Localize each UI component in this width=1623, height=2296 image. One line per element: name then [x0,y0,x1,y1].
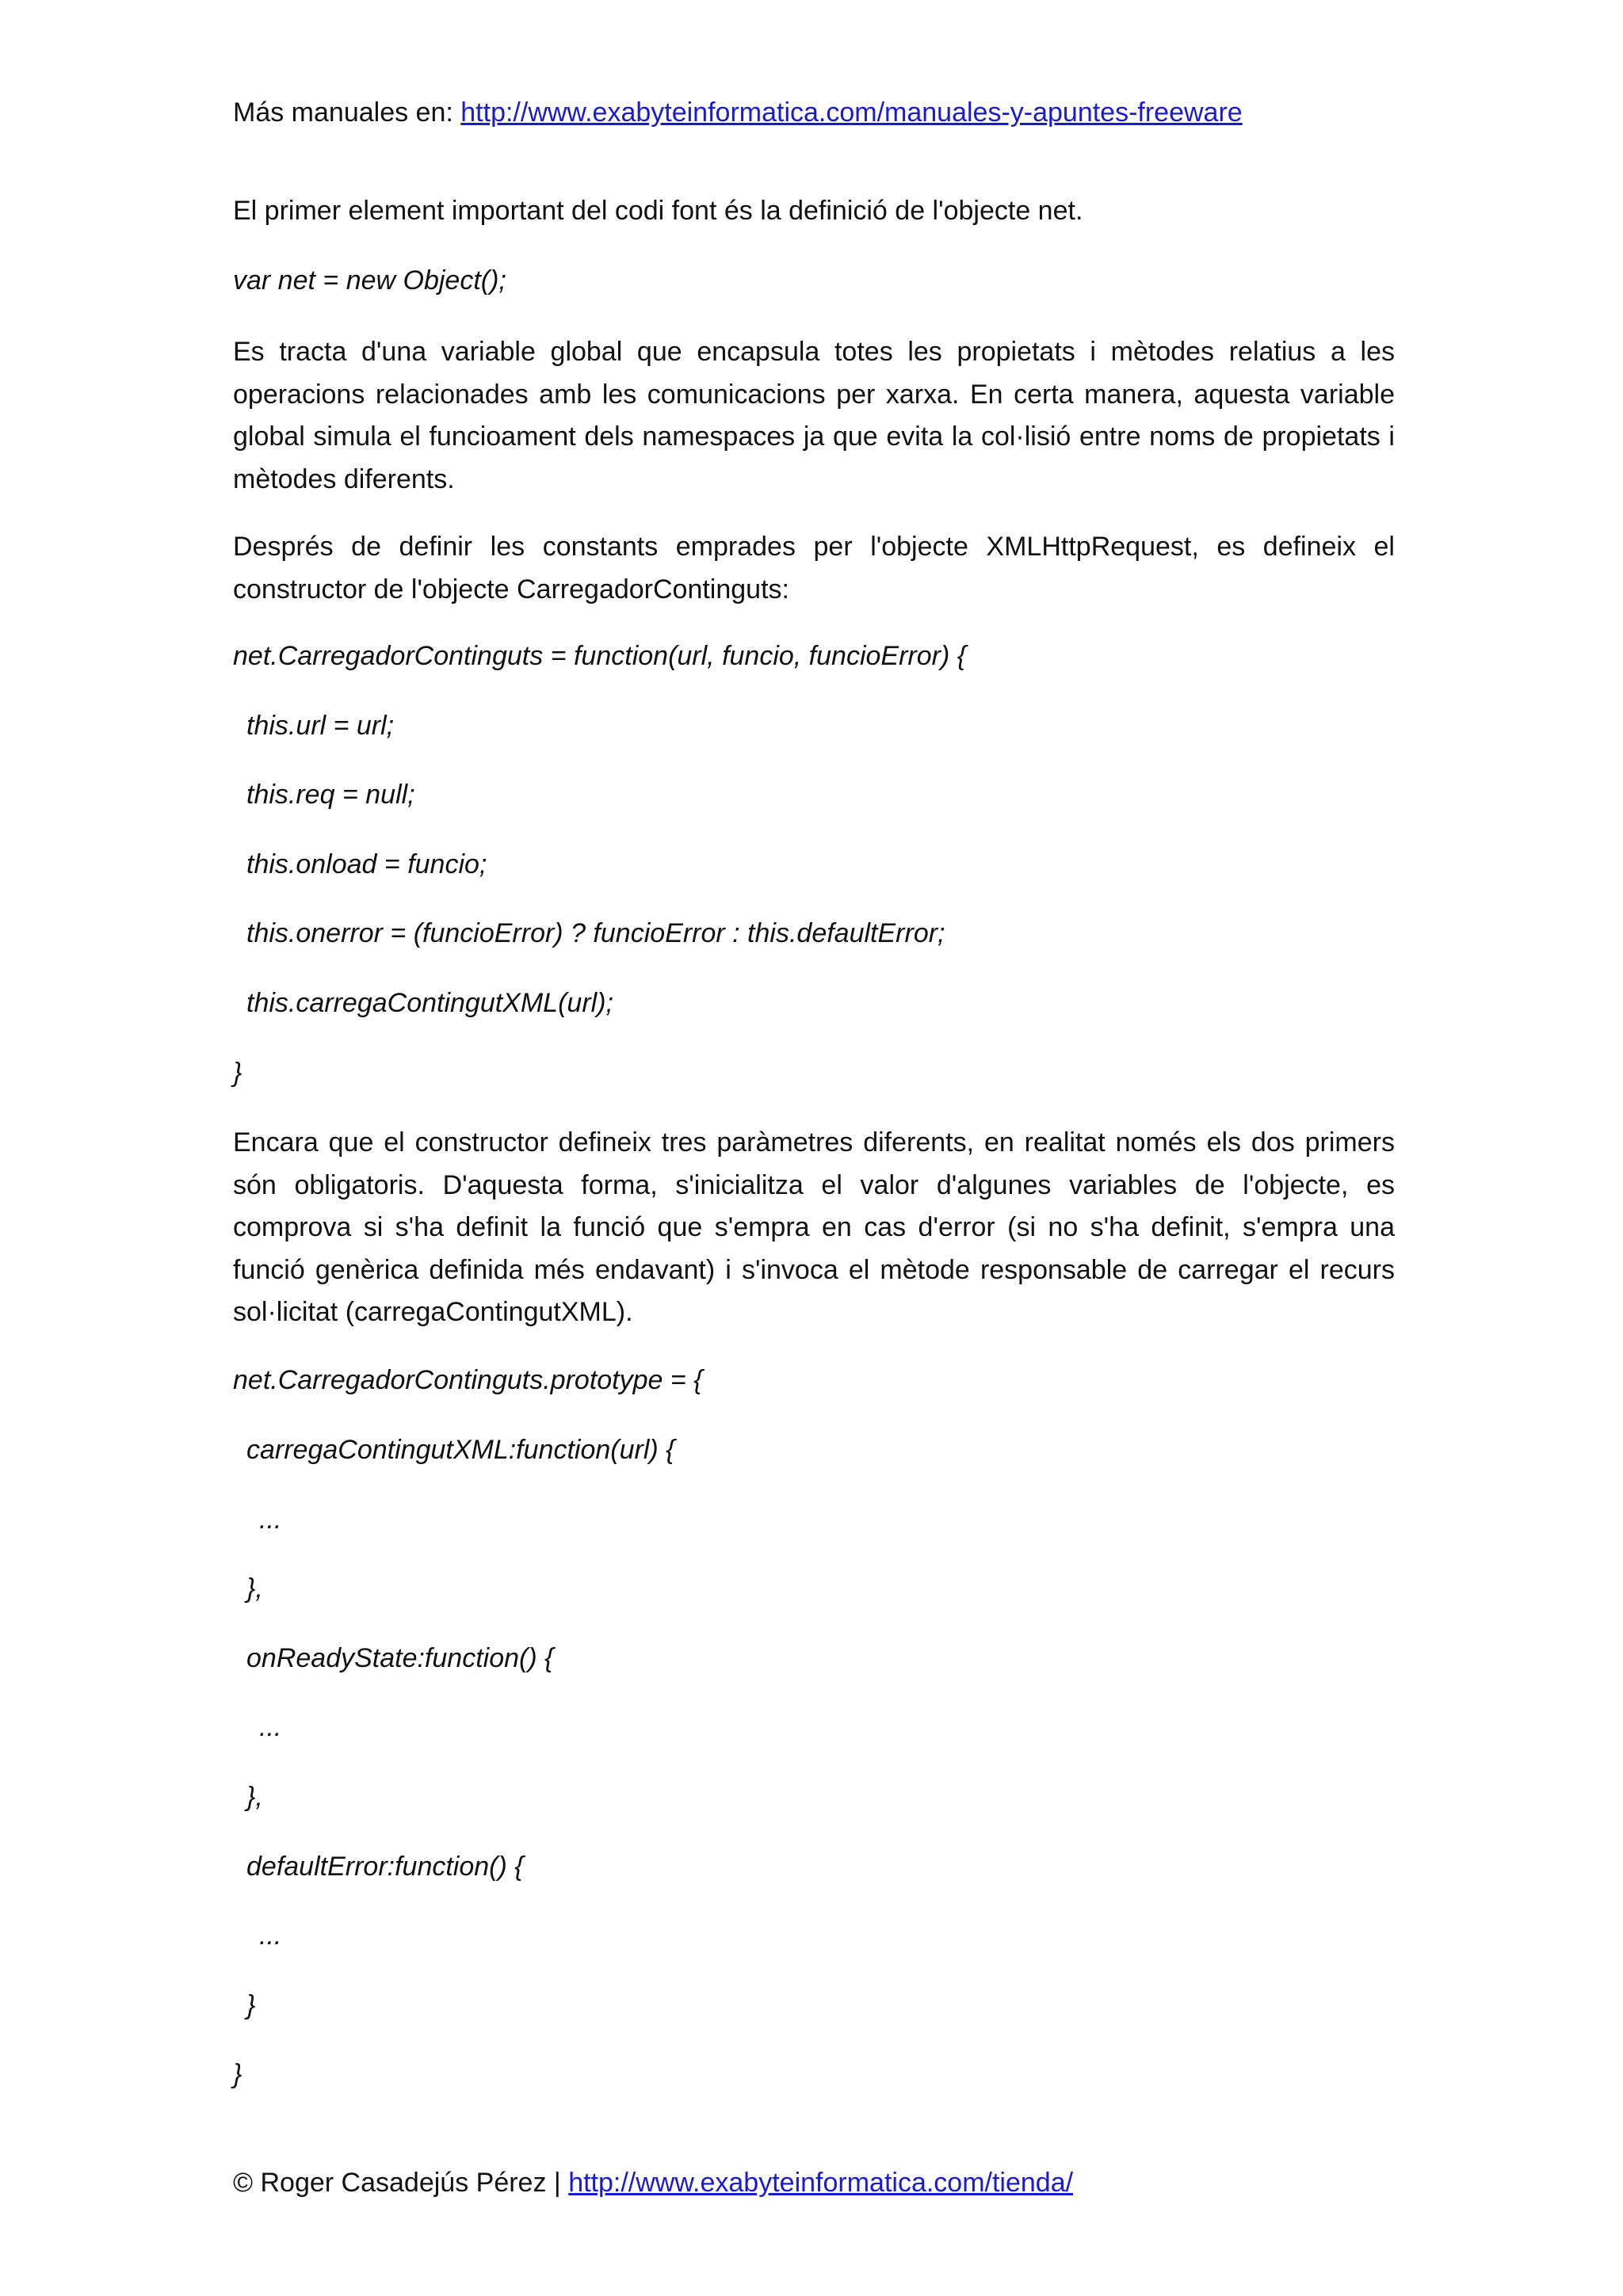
paragraph-4: Encara que el constructor defineix tres paràmetres diferents, en realitat només els dos primers són obligatoris. D'aquesta forma, s'inicialitza el valor d'algunes variables de l'objecte, es comprova si s'ha definit la funció que s'empra en cas d'error (si no s'ha definit, s'empra una funció genèrica definida més endavant) i s'invoca el mètode responsable de carregar el recurs sol·licitat (carregaContingutXML). [233,1127,1395,1328]
code-line-object: var net = new Object(); [233,265,506,296]
paragraph-1: El primer element important del codi font és la definició de l'objecte net. [233,196,1083,226]
header-link[interactable]: http://www.exabyteinformatica.com/manuales-y-apuntes-freeware [460,97,1243,128]
code-line: } [233,1058,242,1088]
paragraph-2: Es tracta d'una variable global que encapsula totes les propietats i mètodes relatius a les operacions relacionades amb les comunicacions per xarxa. En certa manera, aquesta variable global simula el funcioament dels namespaces ja que evita la col·lisió entre noms de propietats i mètodes diferents. [233,337,1395,494]
page-footer [233,2167,1073,2199]
code-line: this.onload = funcio; [246,849,487,879]
code-line: net.CarregadorContinguts.prototype = { [233,1365,703,1395]
code-line: this.onerror = (funcioError) ? funcioError : this.defaultError; [246,918,945,948]
code-line: ... [259,1505,282,1535]
code-line: onReadyState:function() { [246,1643,554,1673]
code-line: this.url = url; [246,711,395,741]
code-line: ... [259,1920,282,1951]
code-line: defaultError:function() { [246,1852,524,1882]
paragraph-3: Després de definir les constants emprades per l'objecte XMLHttpRequest, es defineix el constructor de l'objecte CarregadorContinguts: [233,532,1395,605]
header-prefix: Más manuales en: [233,97,461,128]
footer-link[interactable]: http://www.exabyteinformatica.com/tienda/ [568,2168,1074,2198]
code-line: carregaContingutXML:function(url) { [246,1435,675,1465]
code-line: }, [246,1573,263,1604]
code-line: this.req = null; [246,780,415,810]
code-line: } [246,1990,256,2020]
code-line: } [233,2059,242,2089]
code-line: net.CarregadorContinguts = function(url, funcio, funcioError) { [233,641,967,671]
code-line: ... [259,1712,282,1742]
page-header [233,97,1243,128]
code-line: }, [246,1782,263,1812]
code-line: this.carregaContingutXML(url); [246,988,613,1018]
footer-prefix: © Roger Casadejús Pérez | [233,2168,569,2198]
